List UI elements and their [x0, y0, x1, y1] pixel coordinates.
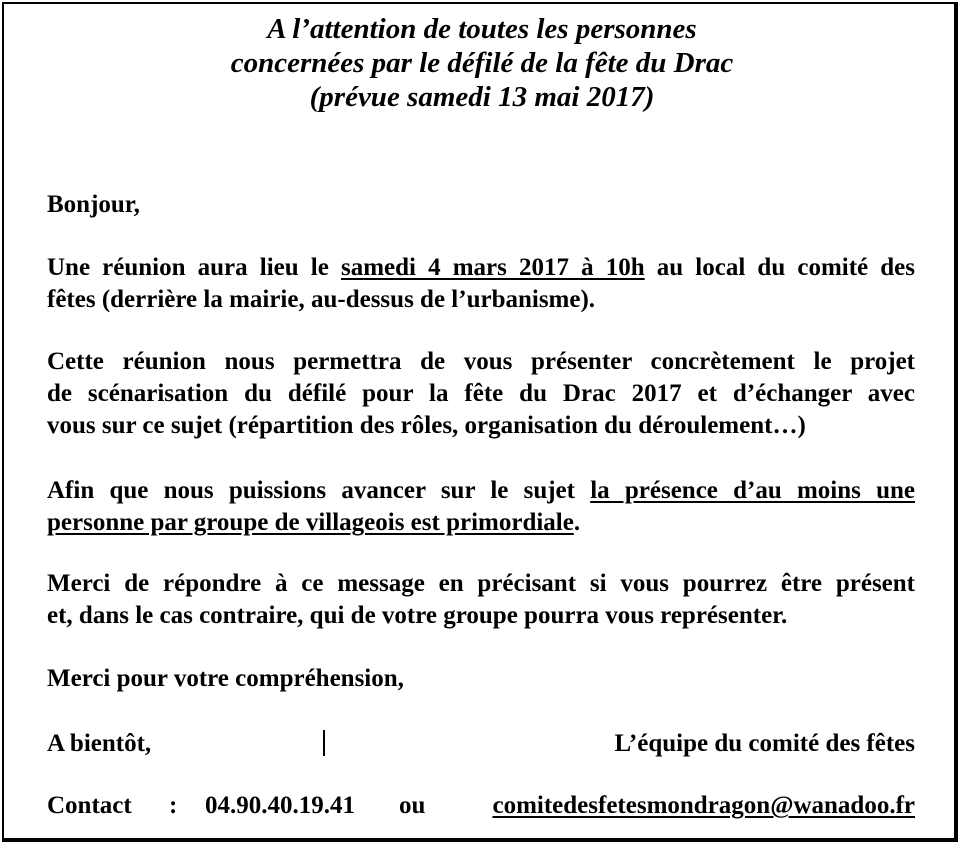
contact-colon: :	[169, 792, 178, 819]
paragraph-project	[47, 346, 915, 442]
paragraph-attendance-line-2	[47, 507, 915, 539]
contact-email-link[interactable]: comitedesfetesmondragon@wanadoo.fr	[492, 792, 915, 819]
paragraph-attendance-line-1	[47, 475, 915, 507]
paragraph-meeting	[47, 252, 915, 316]
signoff-right: L’équipe du comité des fêtes	[614, 730, 915, 757]
notice-title	[0, 12, 964, 114]
contact-label: Contact	[47, 792, 132, 819]
paragraph-attendance	[47, 475, 915, 539]
contact-phone: 04.90.40.19.41	[205, 792, 355, 819]
meeting-location-text: au local du comité des	[644, 254, 915, 281]
paragraph-project-line-2: de scénarisation du défilé pour la fête du Drac 2017 et d’échanger avec	[47, 380, 915, 407]
paragraph-project-line-3: vous sur ce sujet (répartition des rôles, organisation du déroulement…)	[47, 412, 806, 439]
attendance-requirement-part-1: la présence d’au moins une	[590, 477, 916, 504]
title-line-3: (prévue samedi 13 mai 2017)	[309, 81, 655, 113]
contact-row	[47, 790, 915, 822]
greeting-text: Bonjour,	[47, 191, 140, 218]
meeting-date: samedi 4 mars 2017 à 10h	[340, 254, 645, 281]
paragraph-reply-line-2: et, dans le cas contraire, qui de votre groupe pourra vous représenter.	[47, 602, 788, 629]
signoff-left: A bientôt,	[47, 730, 152, 757]
contact-or: ou	[399, 792, 426, 819]
meeting-intro-text: Une réunion aura lieu le	[47, 254, 341, 281]
thanks-text: Merci pour votre compréhension,	[47, 665, 404, 692]
thanks	[47, 663, 915, 695]
paragraph-project-line-1: Cette réunion nous permettra de vous présenter concrètement le projet	[47, 348, 915, 375]
paragraph-meeting-line-1	[47, 252, 915, 284]
signoff-row	[47, 728, 915, 760]
signoff-divider	[323, 730, 325, 756]
attendance-period: .	[573, 509, 581, 536]
greeting	[47, 189, 915, 221]
title-line-2: concernées par le défilé de la fête du Drac	[230, 47, 734, 79]
title-line-1: A l’attention de toutes les personnes	[267, 13, 697, 45]
attendance-requirement-part-2: personne par groupe de villageois est primordiale	[47, 509, 574, 536]
paragraph-meeting-line-2: fêtes (derrière la mairie, au-dessus de l’urbanisme).	[47, 286, 596, 313]
paragraph-reply	[47, 568, 915, 632]
attendance-intro-text: Afin que nous puissions avancer sur le sujet	[47, 477, 591, 504]
paragraph-reply-line-1: Merci de répondre à ce message en précisant si vous pourrez être présent	[47, 570, 915, 597]
